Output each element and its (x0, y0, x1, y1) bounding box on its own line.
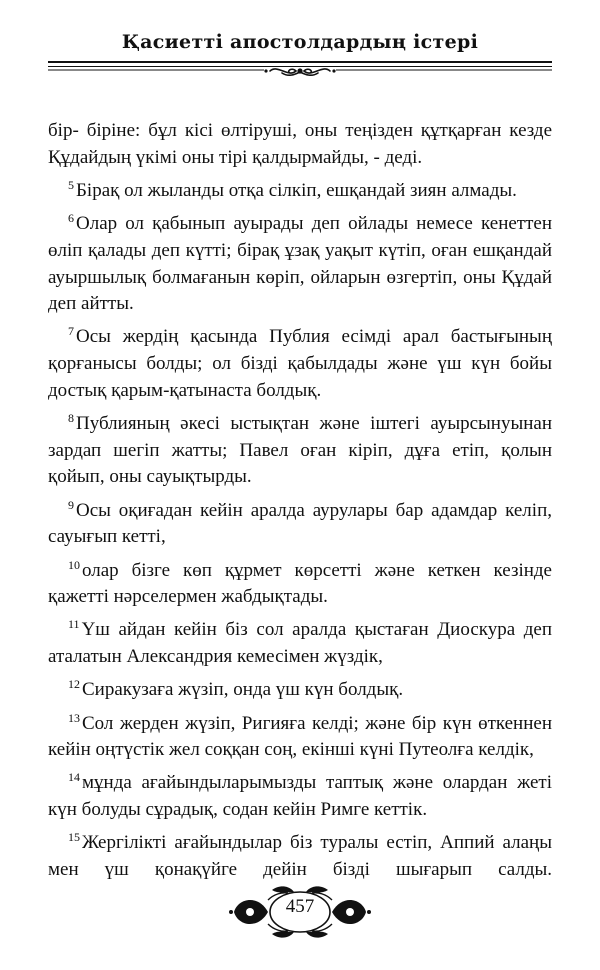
verse-8 (48, 411, 552, 498)
page-number: 457 (285, 896, 315, 917)
verse-text: Бірақ ол жыланды отқа сілкіп, ешқандай зиян алмады. (76, 179, 517, 201)
verse-text: Олар ол қабынып ауырады деп ойлады немесе кенеттен өліп қалады деп күтті; бірақ ұзақ уақыт күтіп, оған ешқандай ауыршылық болмағанын көріп, ойларын өзгертіп, оны Құдай деп айтты. (48, 213, 552, 315)
verse-11 (48, 617, 552, 677)
running-header-title: Қасиетті апостолдардың істері (121, 31, 479, 53)
verse-number: 14 (68, 770, 80, 785)
verse-number: 11 (68, 617, 80, 632)
verse-number: 12 (68, 677, 80, 692)
verse-number: 6 (68, 211, 74, 226)
verse-number: 9 (68, 497, 74, 512)
scripture-text (48, 118, 552, 884)
verse-number: 10 (68, 557, 80, 572)
verse-text: Сиракузаға жүзіп, онда үш күн болдық. (82, 679, 404, 701)
paragraph-text: бір- біріне: бұл кісі өлтіруші, оны теңізден құтқарған кезде Құдайдың үкімі оны тірі қалдырмайды, - деді. (48, 120, 552, 168)
verse-13 (48, 711, 552, 771)
verse-text: Сол жерден жүзіп, Ригияға келді; және бір күн өткеннен кейін оңтүстік жел соққан соң, екінші күні Путеолға келдік, (48, 712, 552, 761)
verse-number: 8 (68, 411, 74, 426)
verse-number: 7 (68, 324, 74, 339)
header-divider-ornament (48, 60, 552, 78)
verse-text: Публияның әкесі ыстықтан және іштегі ауырсынуынан зардап шегіп жатты; Павел оған кіріп, дұға етіп, қолын қойып, оны сауықтырды. (48, 413, 552, 488)
verse-6 (48, 211, 552, 324)
verse-number: 15 (68, 830, 80, 845)
verse-text: мұнда ағайындыларымызды таптық және олардан жеті күн болуды сұрадық, содан кейін Римге кеттік. (48, 772, 552, 821)
verse-text: Үш айдан кейін біз сол аралда қыстаған Диоскура деп аталатын Александрия кемесімен жүздік, (48, 619, 552, 668)
verse-15 (48, 830, 552, 883)
verse-text: Осы оқиғадан кейін аралда аурулары бар адамдар келіп, сауығып кетті, (48, 499, 552, 548)
verse-number: 13 (68, 710, 80, 725)
verse-5 (48, 178, 552, 211)
verse-12 (48, 677, 552, 710)
verse-text: Осы жердің қасында Публия есімді арал бастығының қорғанысы болды; ол бізді қабылдады және үш күн бойы достық қарым-қатынаста болдық. (48, 326, 552, 401)
verse-text: олар бізге көп құрмет көрсетті және кеткен кезінде қажетті нәрселермен жабдықтады. (48, 559, 552, 608)
verse-14 (48, 770, 552, 830)
verse-number: 5 (68, 177, 74, 192)
verse-10 (48, 558, 552, 618)
paragraph-continuation (48, 118, 552, 178)
verse-text: Жергілікті ағайындылар біз туралы естіп, Аппий алаңы мен үш қонақүйге дейін бізді шығарып салды. (48, 832, 552, 881)
verse-9 (48, 498, 552, 558)
verse-7 (48, 324, 552, 411)
